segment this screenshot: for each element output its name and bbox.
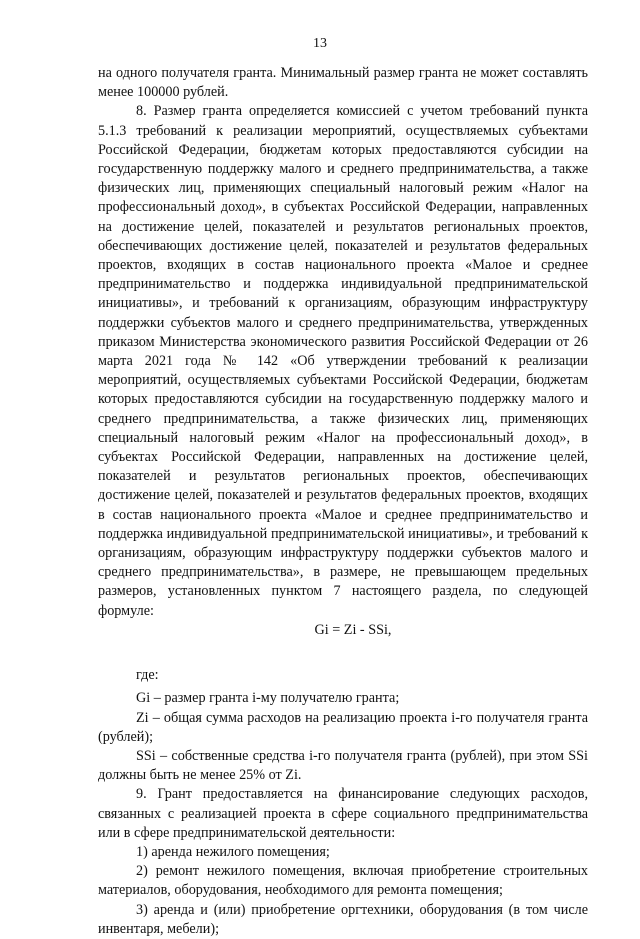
list-item-3: 3) аренда и (или) приобретение оргтехники, оборудования (в том числе инвентаря, мебели);	[98, 901, 588, 937]
page-number: 13	[313, 36, 327, 51]
grant-formula: Gi = Zi - SSi,	[314, 621, 392, 638]
list-item-2: 2) ремонт нежилого помещения, включая приобретение строительных материалов, оборудования, необходимого для ремонта помещения;	[98, 863, 588, 899]
paragraph-continuation: на одного получателя гранта. Минимальный размер гранта не может составлять менее 100000 рублей.	[98, 65, 588, 101]
definition-ssi: SSi – собственные средства i-го получателя гранта (рублей), при этом SSi должны быть не менее 25% от Zi.	[98, 747, 588, 784]
paragraph-9: 9. Грант предоставляется на финансирование следующих расходов, связанных с реализацией проекта в сфере социального предпринимательства или в сфере предпринимательской деятельности:	[98, 786, 588, 841]
definition-gi: Gi – размер гранта i-му получателю гранта;	[136, 690, 400, 707]
list-item-1: 1) аренда нежилого помещения;	[136, 843, 330, 860]
paragraph-8: 8. Размер гранта определяется комиссией с учетом требований пункта 5.1.3 требований к реализации мероприятий, осуществляемых субъектами Российской Федерации, бюджетам которых предоставляются субсидии на государственную поддержку малого и среднего предпринимательства, а также физических лиц, применяющих специальный налоговый режим «Налог на профессиональный доход», в субъектах Российской Федерации, направленных на достижение целей, показателей и результатов региональных проектов, обеспечивающих достижение целей, показателей и результатов федеральных проектов, входящих в состав национального проекта «Малое и среднее предпринимательство и поддержка индивидуальной предпринимательской инициативы», и требований к организациям, образующим инфраструктуру поддержки субъектов малого и среднего предпринимательства, утвержденных приказом Министерства экономического развития Российской Федерации от 26 марта 2021 года № 142 «Об утверждении требований к реализации мероприятий, осуществляемых субъектами Российской Федерации, бюджетам которых предоставляются субсидии на государственную поддержку малого и среднего предпринимательства, а также физических лиц, применяющих специальный налоговый режим «Налог на профессиональный доход», в субъектах Российской Федерации, направленных на достижение целей, показателей и результатов региональных проектов, обеспечивающих достижение целей, показателей и результатов федеральных проектов, входящих в состав национального проекта «Малое и среднее предпринимательство и поддержка индивидуальной предпринимательской инициативы», и требований к организациям, образующим инфраструктуру поддержки субъектов малого и среднего предпринимательства», в размере, не превышающем предельных размеров, установленных пунктом 7 настоящего раздела, по следующей формуле:	[98, 103, 588, 619]
definition-zi: Zi – общая сумма расходов на реализацию проекта i-го получателя гранта (рублей);	[98, 709, 588, 745]
document-body	[98, 64, 588, 939]
where-label: где:	[136, 667, 159, 684]
